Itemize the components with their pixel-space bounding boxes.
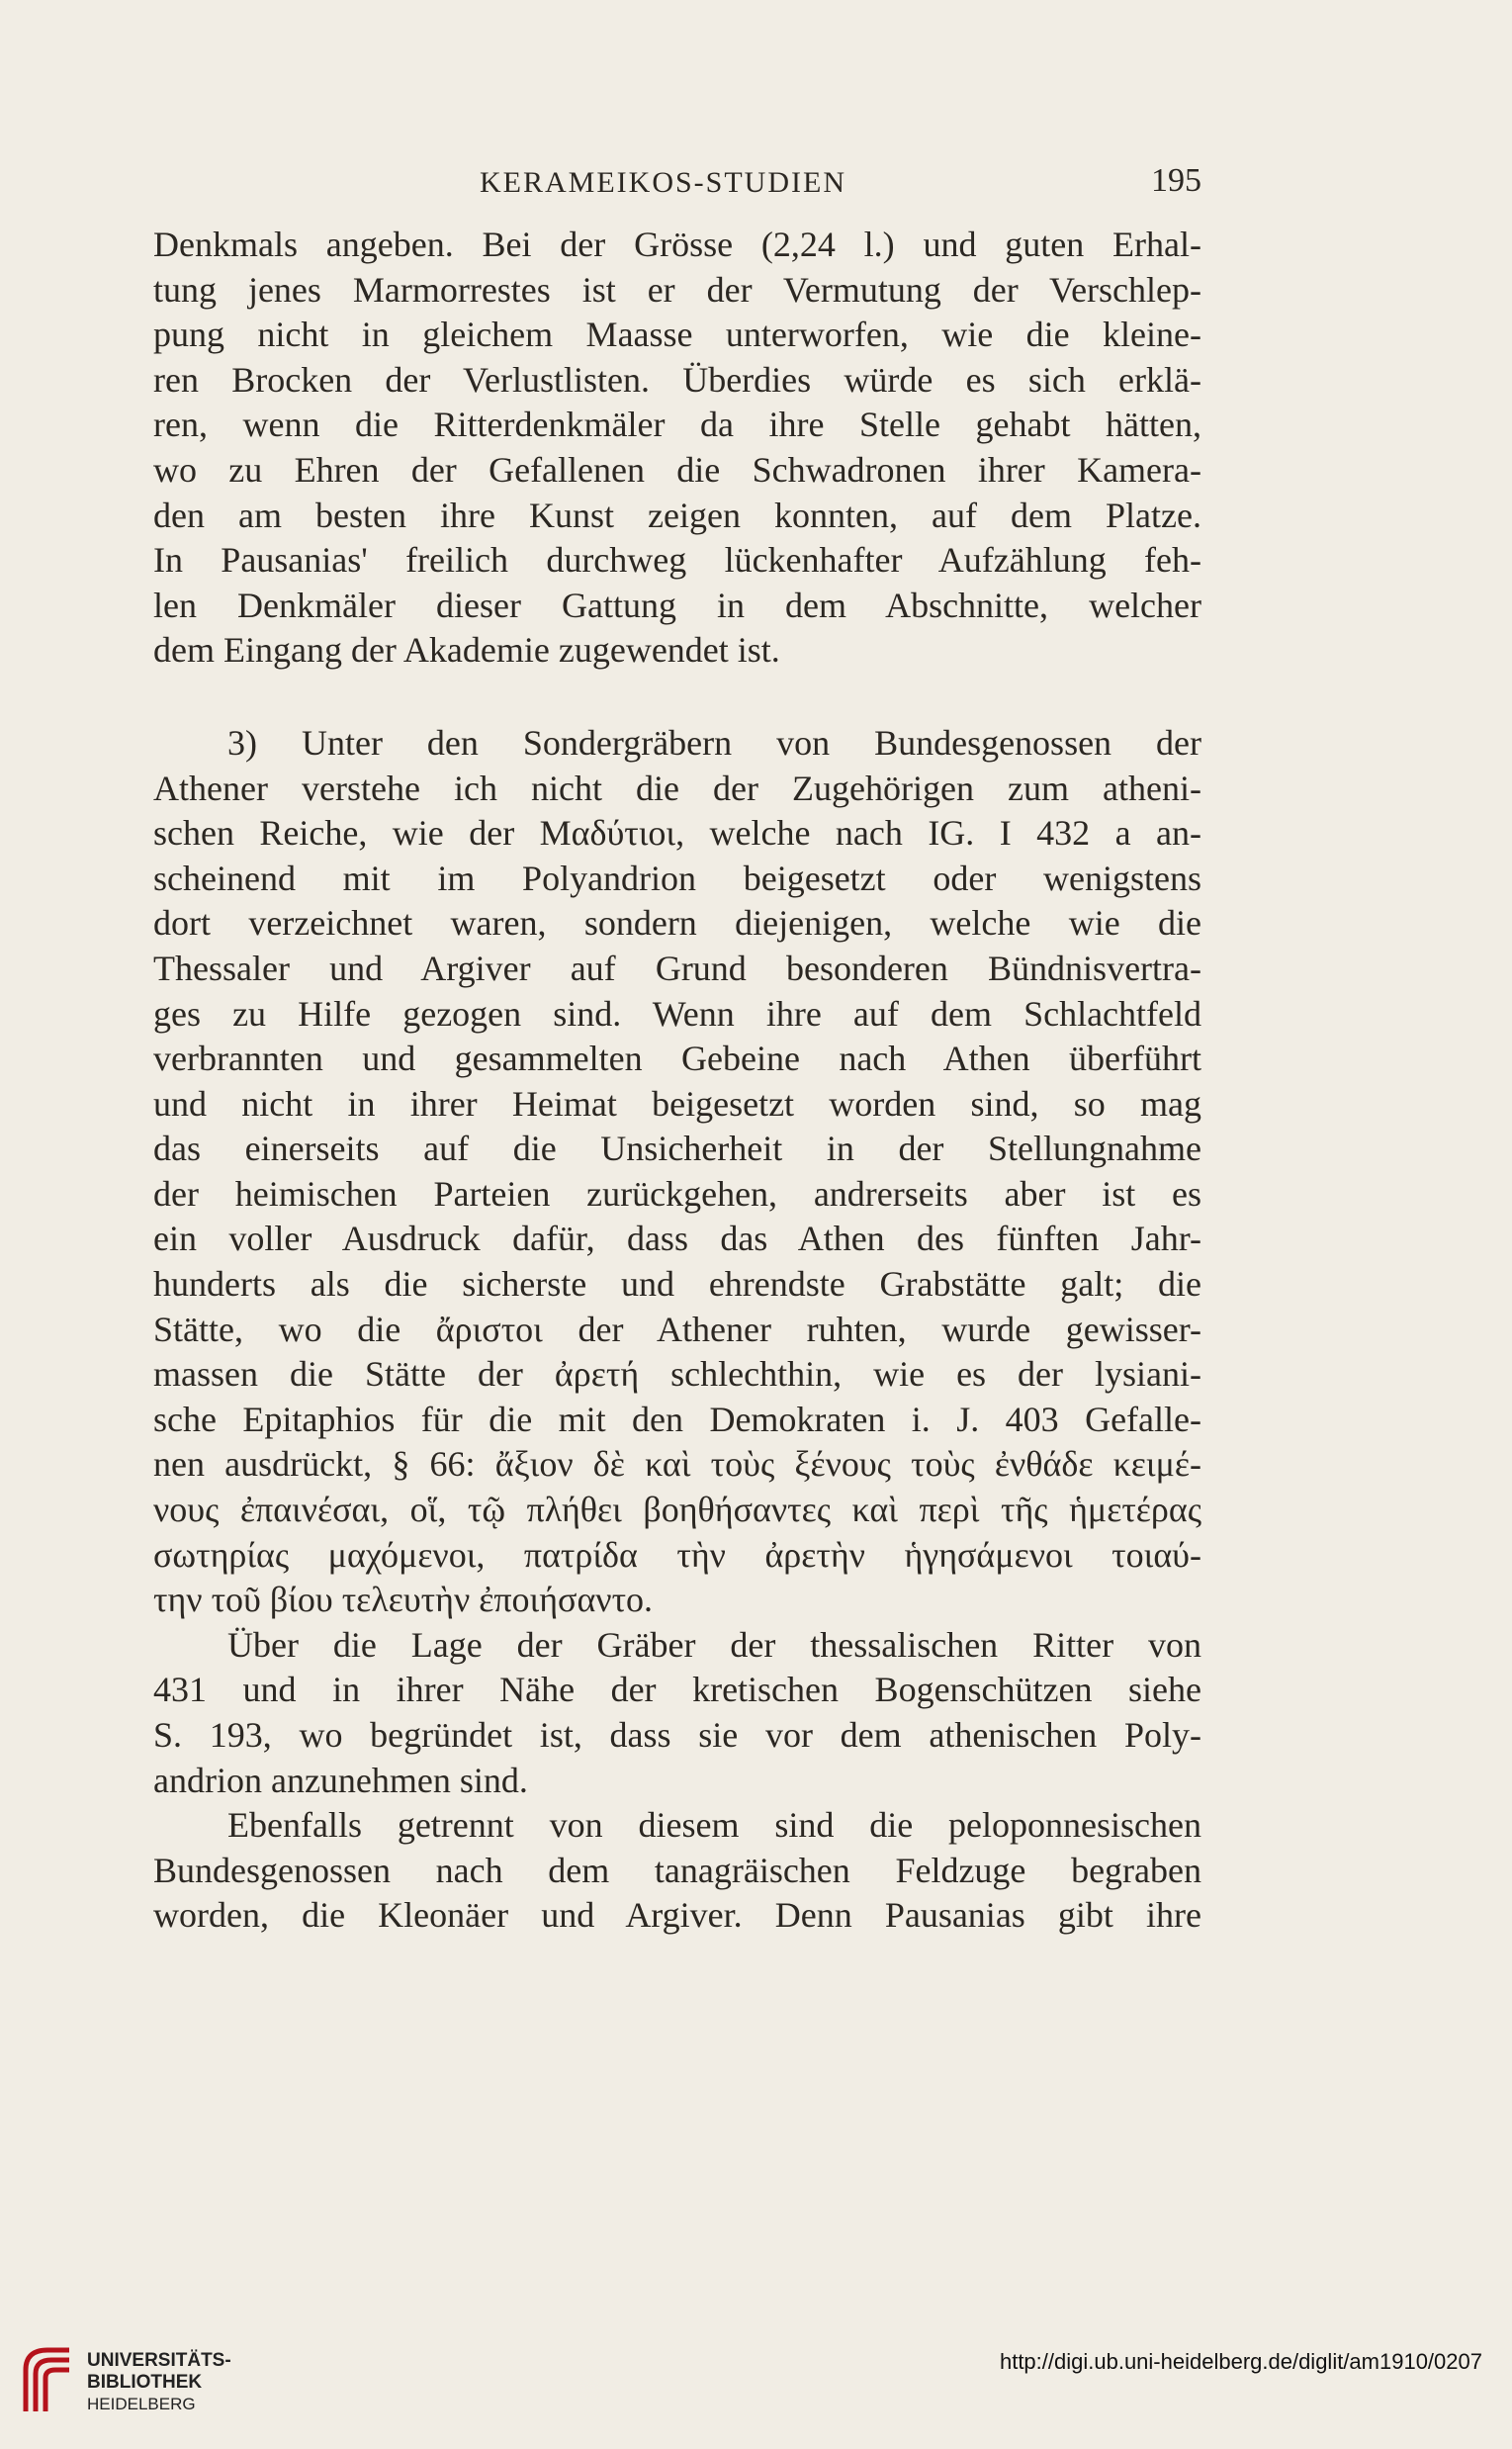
library-logo-icon — [18, 2340, 77, 2419]
text-line: der heimischen Parteien zurückgehen, andrerseits aber ist es — [153, 1173, 1201, 1214]
text-line: scheinend mit im Polyandrion beigesetzt oder wenigstens — [153, 858, 1201, 898]
text-line: len Denkmäler dieser Gattung in dem Abschnitte, welcher — [153, 585, 1201, 625]
text-line: την τοῦ βίου τελευτὴν ἐποιήσαντο. — [153, 1580, 654, 1620]
text-line: andrion anzunehmen sind. — [153, 1760, 528, 1800]
text-line: worden, die Kleonäer und Argiver. Denn Pausanias gibt ihre — [153, 1895, 1201, 1936]
text-line: Denkmals angeben. Bei der Grösse (2,24 l.) und guten Erhal- — [153, 225, 1201, 264]
text-line: dem Eingang der Akademie zugewendet ist. — [153, 630, 780, 671]
text-line: S. 193, wo begründet ist, dass sie vor dem athenischen Poly- — [153, 1715, 1201, 1755]
text-line: 3) Unter den Sondergräbern von Bundesgenossen der — [227, 722, 1201, 763]
text-line: Über die Lage der Gräber der thessalischen Ritter von — [227, 1624, 1201, 1665]
text-line: den am besten ihre Kunst zeigen konnten, auf dem Platze. — [153, 495, 1201, 535]
text-line: und nicht in ihrer Heimat beigesetzt worden sind, so mag — [153, 1083, 1201, 1124]
library-name-line: UNIVERSITÄTS- — [87, 2350, 231, 2371]
text-line: Stätte, wo die ἄριστοι der Athener ruhten, wurde gewisser- — [153, 1309, 1201, 1349]
library-name-line: HEIDELBERG — [87, 2395, 196, 2413]
text-line: nen ausdrückt, § 66: ἄξιον δὲ καὶ τοὺς ξένους τοὺς ἐνθάδε κειμέ- — [153, 1444, 1201, 1485]
text-line: Athener verstehe ich nicht die der Zugehörigen zum atheni- — [153, 768, 1201, 808]
running-title: KERAMEIKOS-STUDIEN — [480, 166, 846, 199]
text-line: sche Epitaphios für die mit den Demokraten i. J. 403 Gefalle- — [153, 1399, 1201, 1439]
page-number: 195 — [1151, 162, 1201, 199]
text-line: wo zu Ehren der Gefallenen die Schwadronen ihrer Kamera- — [153, 449, 1201, 490]
library-name-line: BIBLIOTHEK — [87, 2372, 203, 2393]
text-line: das einerseits auf die Unsicherheit in der Stellungnahme — [153, 1129, 1201, 1169]
source-url-link[interactable]: http://digi.ub.uni-heidelberg.de/diglit/am1910/0207 — [999, 2349, 1482, 2374]
text-line: ren, wenn die Ritterdenkmäler da ihre Stelle gehabt hätten, — [153, 405, 1201, 445]
running-head — [153, 162, 1201, 216]
paragraph-gap — [153, 674, 1201, 721]
text-line: massen die Stätte der ἀρετή schlechthin, wie es der lysiani- — [153, 1354, 1201, 1395]
text-line: σωτηρίας μαχόμενοι, πατρίδα τὴν ἀρετὴν ἡγησάμενοι τοιαύ- — [153, 1534, 1201, 1575]
text-line: ges zu Hilfe gezogen sind. Wenn ihre auf dem Schlachtfeld — [153, 993, 1201, 1034]
text-line: Ebenfalls getrennt von diesem sind die peloponnesischen — [227, 1805, 1201, 1846]
library-logo[interactable] — [18, 2330, 275, 2429]
text-line: 431 und in ihrer Nähe der kretischen Bogenschützen siehe — [153, 1670, 1201, 1710]
text-line: Bundesgenossen nach dem tanagräischen Feldzuge begraben — [153, 1850, 1201, 1890]
text-line: In Pausanias' freilich durchweg lückenhafter Aufzählung feh- — [153, 540, 1201, 581]
body-text — [153, 223, 1201, 1939]
text-line: νους ἐπαινέσαι, οἵ, τῷ πλήθει βοηθήσαντες καὶ περὶ τῆς ἡμετέρας — [153, 1490, 1201, 1530]
text-line: tung jenes Marmorrestes ist er der Vermutung der Verschlep- — [153, 269, 1201, 310]
text-line: verbrannten und gesammelten Gebeine nach Athen überführt — [153, 1039, 1201, 1079]
text-line: dort verzeichnet waren, sondern diejenigen, welche wie die — [153, 903, 1201, 944]
text-line: pung nicht in gleichem Maasse unterworfen, wie die kleine- — [153, 315, 1201, 355]
text-line: schen Reiche, wie der Μαδύτιοι, welche nach IG. I 432 a an- — [153, 813, 1201, 854]
text-line: ein voller Ausdruck dafür, dass das Athen des fünften Jahr- — [153, 1219, 1201, 1259]
text-line: ren Brocken der Verlustlisten. Überdies würde es sich erklä- — [153, 359, 1201, 400]
text-line: Thessaler und Argiver auf Grund besonderen Bündnisvertra- — [153, 948, 1201, 988]
library-name — [87, 2350, 231, 2415]
text-line: hunderts als die sicherste und ehrendste Grabstätte galt; die — [153, 1264, 1201, 1305]
